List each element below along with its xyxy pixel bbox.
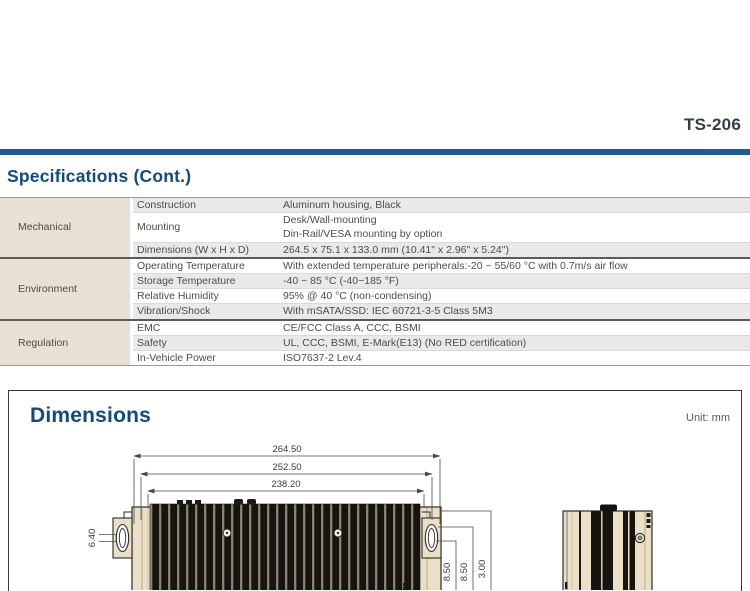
dimensions-title: Dimensions bbox=[30, 404, 152, 427]
spec-section-mechanical bbox=[0, 198, 750, 257]
spec-category-cell bbox=[0, 321, 130, 366]
spec-param-cell bbox=[133, 304, 283, 318]
spec-value-cell bbox=[283, 274, 750, 288]
spec-value-line: ISO7637-2 Lev.4 bbox=[283, 352, 362, 365]
spec-value-cell bbox=[283, 289, 750, 303]
header-accent-bar bbox=[0, 149, 750, 155]
unit-label: Unit: mm bbox=[686, 412, 730, 424]
spec-category-label: Environment bbox=[18, 282, 77, 295]
spec-param-cell bbox=[133, 213, 283, 241]
spec-rows bbox=[133, 321, 750, 366]
spec-rows bbox=[133, 259, 750, 319]
spec-param-label: Mounting bbox=[137, 221, 181, 234]
right-mount-ear bbox=[422, 512, 441, 558]
spec-value-cell bbox=[283, 243, 750, 257]
spec-param-label: Operating Temperature bbox=[137, 259, 245, 272]
spec-value-line: Din-Rail/VESA mounting by option bbox=[283, 228, 443, 241]
spec-value-line: Aluminum housing, Black bbox=[283, 199, 401, 211]
spec-value-line: With extended temperature peripherals:-20 ~ 55/60 °C with 0.7m/s air flow bbox=[283, 259, 628, 272]
spec-param-label: EMC bbox=[137, 321, 161, 334]
spec-value-line: -40 ~ 85 °C (-40~185 °F) bbox=[283, 275, 399, 288]
spec-param-label: Safety bbox=[137, 336, 167, 349]
spec-param-label: Storage Temperature bbox=[137, 275, 236, 288]
side-edge-marks bbox=[647, 513, 651, 528]
spec-value-cell bbox=[283, 259, 750, 273]
spec-param-cell bbox=[133, 243, 283, 257]
dimensions-drawing bbox=[9, 391, 741, 590]
spec-param-label: Construction bbox=[137, 199, 196, 211]
spec-category-cell bbox=[0, 198, 130, 257]
left-mount-ear bbox=[113, 512, 132, 558]
spec-row bbox=[133, 242, 750, 257]
spec-row bbox=[133, 259, 750, 273]
dimensions-panel bbox=[8, 390, 742, 591]
spec-param-label: Dimensions (W x H x D) bbox=[137, 243, 250, 256]
spec-row bbox=[133, 212, 750, 241]
spec-category-label: Mechanical bbox=[18, 221, 72, 234]
front-view-drawing bbox=[113, 499, 441, 590]
spec-row bbox=[133, 303, 750, 318]
top-connector-tabs bbox=[177, 499, 256, 505]
spec-param-cell bbox=[133, 198, 283, 212]
spec-row bbox=[133, 198, 750, 212]
spec-value-line: UL, CCC, BSMI, E-Mark(E13) (No RED certification) bbox=[283, 336, 527, 349]
spec-value-cell bbox=[283, 198, 750, 212]
spec-param-cell bbox=[133, 259, 283, 273]
spec-param-cell bbox=[133, 274, 283, 288]
spec-param-label: Vibration/Shock bbox=[137, 305, 211, 318]
spec-value-cell bbox=[283, 304, 750, 318]
dim-label-8-50-b: 8.50 bbox=[459, 562, 470, 582]
spec-value-line: With mSATA/SSD: IEC 60721-3-5 Class 5M3 bbox=[283, 305, 493, 318]
side-top-knob bbox=[600, 505, 617, 512]
dim-label-252-50: 252.50 bbox=[272, 462, 302, 473]
specifications-title: Specifications (Cont.) bbox=[7, 166, 192, 186]
spec-row bbox=[133, 288, 750, 303]
spec-param-label: Relative Humidity bbox=[137, 290, 219, 303]
spec-category-cell bbox=[0, 259, 130, 319]
spec-value-line: CE/FCC Class A, CCC, BSMI bbox=[283, 321, 421, 334]
spec-param-label: In-Vehicle Power bbox=[137, 352, 216, 365]
side-view-drawing bbox=[563, 505, 652, 591]
side-screw bbox=[635, 533, 644, 542]
spec-param-cell bbox=[133, 336, 283, 350]
spec-value-cell bbox=[283, 213, 750, 241]
spec-category-label: Regulation bbox=[18, 336, 69, 349]
spec-value-cell bbox=[283, 321, 750, 335]
spec-value-line: 264.5 x 75.1 x 133.0 mm (10.41" x 2.96" x 5.24") bbox=[283, 243, 509, 256]
spec-param-cell bbox=[133, 351, 283, 365]
dim-label-238-20: 238.20 bbox=[271, 479, 301, 490]
spec-value-line: Desk/Wall-mounting bbox=[283, 214, 377, 227]
spec-section-environment bbox=[0, 257, 750, 319]
product-code: TS-206 bbox=[684, 115, 741, 134]
spec-row bbox=[133, 335, 750, 350]
spec-value-cell bbox=[283, 336, 750, 350]
spec-row bbox=[133, 321, 750, 335]
specifications-table bbox=[0, 197, 750, 366]
spec-row bbox=[133, 350, 750, 365]
spec-param-cell bbox=[133, 321, 283, 335]
spec-param-cell bbox=[133, 289, 283, 303]
spec-rows bbox=[133, 198, 750, 257]
spec-value-cell bbox=[283, 351, 750, 365]
spec-row bbox=[133, 273, 750, 288]
dim-label-8-50-a: 8.50 bbox=[442, 562, 453, 582]
dim-label-264-50: 264.50 bbox=[272, 444, 302, 455]
spec-section-regulation bbox=[0, 319, 750, 366]
dim-label-6-40: 6.40 bbox=[87, 528, 98, 548]
dim-label-3-00: 3.00 bbox=[477, 559, 488, 579]
spec-value-line: 95% @ 40 °C (non-condensing) bbox=[283, 290, 432, 303]
